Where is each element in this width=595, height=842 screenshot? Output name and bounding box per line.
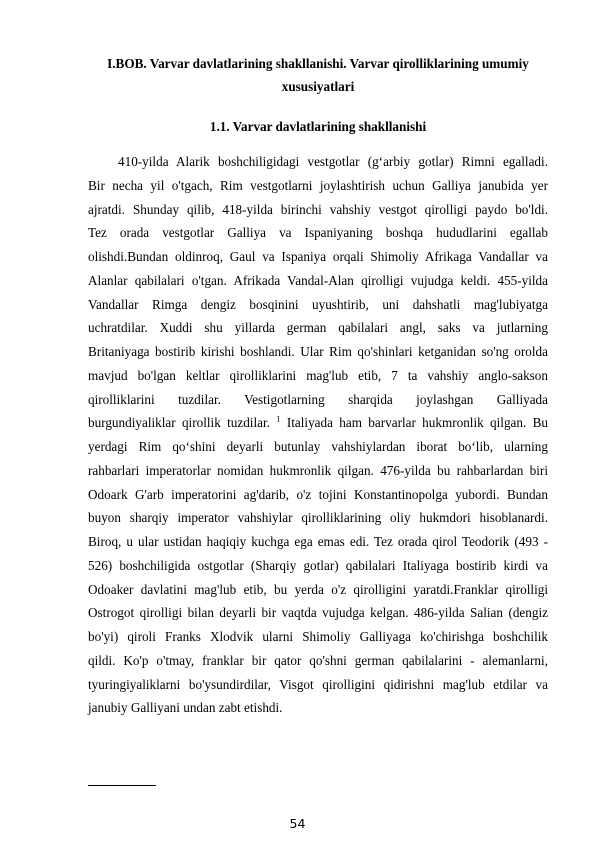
paragraph-line: tyuringiyaliklarni bo'ysundirdilar, Visgot qirolligini qidirishni mag'lub etdilar va [88, 676, 548, 692]
paragraph-line: Tez orada vestgotlar Galliya va Ispaniyaning boshqa hududlarini egallab [88, 225, 548, 241]
paragraph-line: rahbarlari imperatorlar nomidan hukmronlik qilgan. 476-yilda bu rahbarlardan biri [88, 462, 548, 478]
paragraph-line: Ostrogot qirolligi bilan deyarli bir vaqtda vujudga kelgan. 486-yilda Salian (dengiz [88, 605, 548, 621]
paragraph-line: janubiy Galliyani undan zabt etishdi. [88, 700, 283, 716]
paragraph-line-with-footnote [88, 411, 548, 435]
paragraph-line: 526) boshchiligida ostgotlar (Sharqiy gotlar) qabilalari Italiyaga bostirib kirdi va [88, 557, 548, 573]
paragraph-line: Bir necha yil o'tgach, Rim vestgotlarni joylashtirish uchun Galliya janubida yer [88, 177, 548, 193]
paragraph-line: Odoaker davlatini mag'lub etib, bu yerda o'z qirolligini yaratdi.Franklar qirolligi [88, 581, 548, 597]
footnote-reference[interactable]: 1 [276, 413, 281, 424]
paragraph-line: olishdi.Bundan oldinroq, Gaul va Ispaniya orqali Shimoliy Afrikaga Vandallar va [88, 249, 548, 264]
paragraph-line: Alanlar qabilalari o'tgan. Afrikada Vandal-Alan qirolligi vujudga keldi. 455-yilda [88, 272, 548, 288]
paragraph-line-start: burgundiyaliklar qirollik tuzdilar. [88, 415, 270, 431]
paragraph-line: Vandallar Rimga dengiz bosqinini uyushtirib, uni dahshatli mag'lubiyatga [88, 296, 548, 312]
paragraph-line: mavjud bo'lgan keltlar qirolliklarini mag'lub etib, 7 ta vahshiy anglo-sakson [88, 367, 548, 383]
section-title: 1.1. Varvar davlatlarining shakllanishi [209, 119, 427, 134]
paragraph-line: ajratdi. Shunday qilib, 418-yilda birinchi vahshiy vestgot qirolligi paydo bo'ldi. [88, 201, 548, 217]
paragraph-line: Odoark G'arb imperatorini ag'darib, o'z tojini Konstantinopolga yubordi. Bundan [88, 486, 548, 502]
footnote-separator [88, 785, 156, 786]
paragraph-line: bo'yi) qiroli Franks Xlodvik ularni Shimoliy Galliyaga ko'chirishga boshchilik [88, 629, 548, 644]
page-number: 54 [289, 816, 306, 831]
paragraph-line: yerdagi Rim qo‘shini deyarli butunlay vahshiylardan iborat bo‘lib, ularning [88, 439, 548, 454]
paragraph-line-end: Italiyada ham barvarlar hukmronlik qilgan. Bu [286, 415, 548, 431]
paragraph-line: uchratdilar. Xuddi shu yillarda german qabilalari angl, saks va jutlarning [88, 320, 548, 336]
paragraph-line: Biroq, u ular ustidan haqiqiy kuchga ega emas edi. Tez orada qirol Teodorik (493 - [88, 534, 548, 549]
paragraph-line: buyon sharqiy imperator vahshiylar qirolliklarining oliy hukmdori hisoblanardi. [88, 510, 548, 526]
chapter-title: I.BOB. Varvar davlatlarining shakllanishi. Varvar qirolliklarining umumiy xususiyatlari [107, 56, 529, 94]
paragraph-line: qildi. Ko'p o'tmay, franklar bir qator qo'shni german qabilalarini - alemanlarni, [88, 652, 548, 668]
paragraph-line: 410-yilda Alarik boshchiligidagi vestgotlar (g‘arbiy gotlar) Rimni egalladi. [118, 154, 548, 169]
body-paragraph [88, 150, 548, 720]
paragraph-line: qirolliklarini tuzdilar. Vestigotlarning sharqida joylashgan Galliyada [88, 391, 548, 407]
paragraph-line: Britaniyaga bostirib kirishi boshlandi. Ular Rim qo'shinlari ketganidan so'ng orolda [88, 344, 548, 359]
